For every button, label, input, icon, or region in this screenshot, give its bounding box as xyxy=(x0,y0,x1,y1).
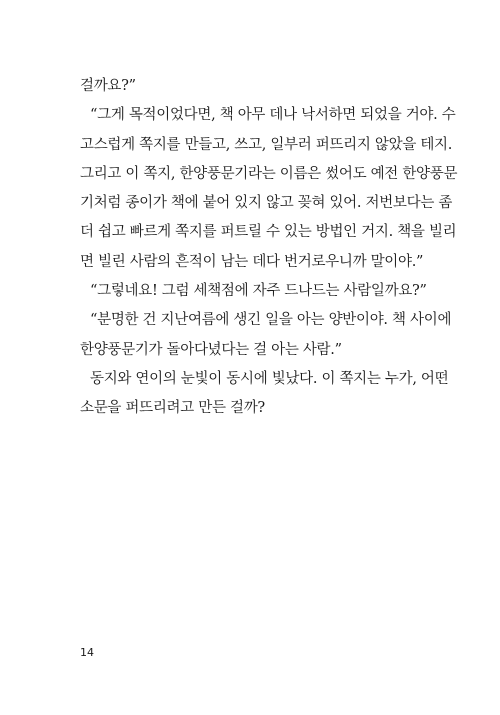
text-line: 그리고 이 쪽지, 한양풍문기라는 이름은 썼어도 예전 한양풍문 xyxy=(80,165,458,182)
text-line: 면 빌린 사람의 흔적이 남는 데다 번거로우니까 말이야.” xyxy=(80,253,424,270)
page-number: 14 xyxy=(80,646,94,659)
paragraph-2 xyxy=(80,101,458,277)
paragraph-3 xyxy=(80,277,436,306)
text-line: 동지와 연이의 눈빛이 동시에 빛났다. 이 쪽지는 누가, 어떤 xyxy=(90,370,449,387)
text-line: “분명한 건 지난여름에 생긴 일을 아는 양반이야. 책 사이에 xyxy=(90,312,452,329)
paragraph-5 xyxy=(80,365,449,424)
body-text xyxy=(80,72,458,424)
text-line: “그게 목적이었다면, 책 아무 데나 낙서하면 되었을 거야. 수 xyxy=(90,107,456,124)
paragraph-4 xyxy=(80,306,452,365)
text-line: 소문을 퍼뜨리려고 만든 걸까? xyxy=(80,400,265,417)
text-line: 한양풍문기가 돌아다녔다는 걸 아는 사람.” xyxy=(80,341,342,358)
text-line: 걸까요?” xyxy=(80,78,136,94)
paragraph-1 xyxy=(80,72,436,101)
text-line: “그렇네요! 그럼 세책점에 자주 드나드는 사람일까요?” xyxy=(90,283,427,300)
text-line: 고스럽게 쪽지를 만들고, 쓰고, 일부러 퍼뜨리지 않았을 테지. xyxy=(80,136,453,153)
text-line: 기처럼 종이가 책에 붙어 있지 않고 꽂혀 있어. 저번보다는 좀 xyxy=(80,195,453,212)
text-line: 더 쉽고 빠르게 쪽지를 퍼트릴 수 있는 방법인 거지. 책을 빌리 xyxy=(80,224,457,241)
